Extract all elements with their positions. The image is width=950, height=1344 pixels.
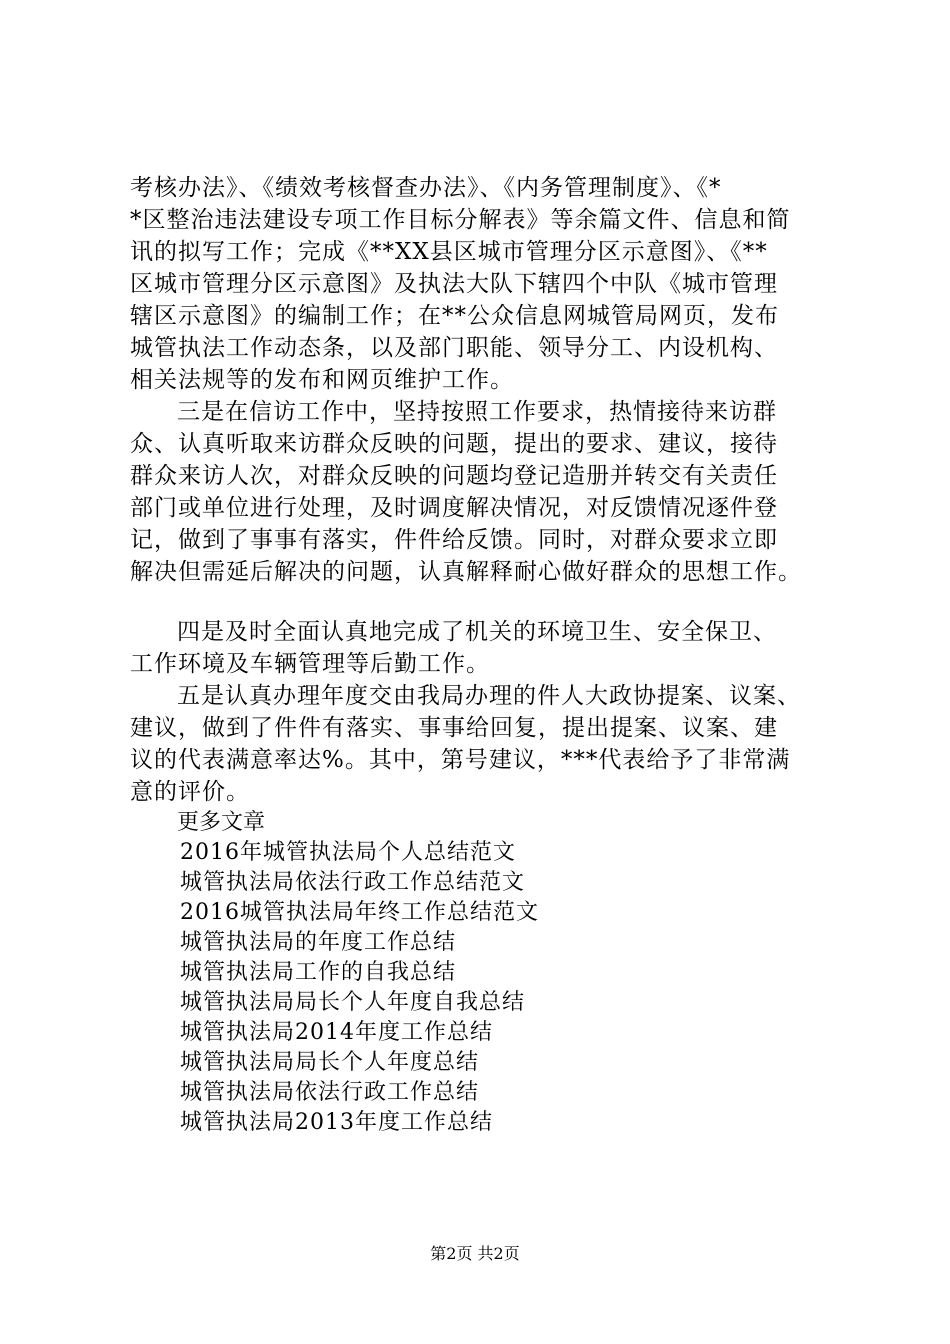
- text-line: 议的代表满意率达%。其中，第号建议，***代表给予了非常满: [130, 747, 791, 773]
- document-body: [130, 172, 850, 1138]
- text-line: 众、认真听取来访群众反映的问题，提出的要求、建议，接待: [130, 431, 778, 457]
- article-link[interactable]: 2016城管执法局年终工作总结范文: [180, 900, 539, 925]
- article-link[interactable]: 城管执法局2014年度工作总结: [180, 1020, 493, 1045]
- article-link[interactable]: 城管执法局局长个人年度总结: [180, 1050, 480, 1075]
- text-line: *区整治违法建设专项工作目标分解表》等余篇文件、信息和简: [130, 207, 791, 233]
- paragraph-gap: [130, 588, 850, 616]
- text-line: 部门或单位进行处理，及时调度解决情况，对反馈情况逐件登: [130, 495, 778, 521]
- article-link[interactable]: 2016年城管执法局个人总结范文: [180, 840, 516, 865]
- text-line: 讯的拟写工作；完成《**XX县区城市管理分区示意图》、《**: [130, 239, 768, 265]
- article-link[interactable]: 城管执法局依法行政工作总结范文: [180, 870, 526, 895]
- text-line: 四是及时全面认真地完成了机关的环境卫生、安全保卫、: [177, 619, 777, 645]
- text-line: 考核办法》、《绩效考核督查办法》、《内务管理制度》、《*: [130, 175, 722, 201]
- text-line: 工作环境及车辆管理等后勤工作。: [130, 651, 490, 677]
- page-footer: 第2页 共2页: [430, 1244, 520, 1263]
- article-link[interactable]: 城管执法局2013年度工作总结: [180, 1110, 493, 1135]
- paragraph-4: [130, 680, 850, 808]
- article-link[interactable]: 城管执法局的年度工作总结: [180, 930, 457, 955]
- text-line: 记，做到了事事有落实，件件给反馈。同时，对群众要求立即: [130, 527, 778, 553]
- text-line: 意的评价。: [130, 779, 250, 805]
- text-line: 相关法规等的发布和网页维护工作。: [130, 367, 514, 393]
- text-line: 城管执法工作动态条，以及部门职能、领导分工、内设机构、: [130, 335, 778, 361]
- paragraph-3: [130, 616, 850, 680]
- more-articles-title: 更多文章: [177, 810, 266, 835]
- text-line: 区城市管理分区示意图》及执法大队下辖四个中队《城市管理: [130, 271, 778, 297]
- text-line: 群众来访人次，对群众反映的问题均登记造册并转交有关责任: [130, 463, 778, 489]
- paragraph-2: [130, 396, 850, 588]
- text-line: 五是认真办理年度交由我局办理的件人大政协提案、议案、: [177, 683, 801, 709]
- article-link[interactable]: 城管执法局局长个人年度自我总结: [180, 990, 526, 1015]
- text-line: 辖区示意图》的编制工作；在**公众信息网城管局网页，发布: [130, 303, 779, 329]
- article-link[interactable]: 城管执法局工作的自我总结: [180, 960, 457, 985]
- article-link[interactable]: 城管执法局依法行政工作总结: [180, 1080, 480, 1105]
- text-line: 解决但需延后解决的问题，认真解释耐心做好群众的思想工作。: [130, 559, 802, 585]
- paragraph-1: [130, 172, 850, 396]
- text-line: 建议，做到了件件有落实、事事给回复，提出提案、议案、建: [130, 715, 778, 741]
- more-articles: [130, 808, 850, 1138]
- text-line: 三是在信访工作中，坚持按照工作要求，热情接待来访群: [177, 399, 777, 425]
